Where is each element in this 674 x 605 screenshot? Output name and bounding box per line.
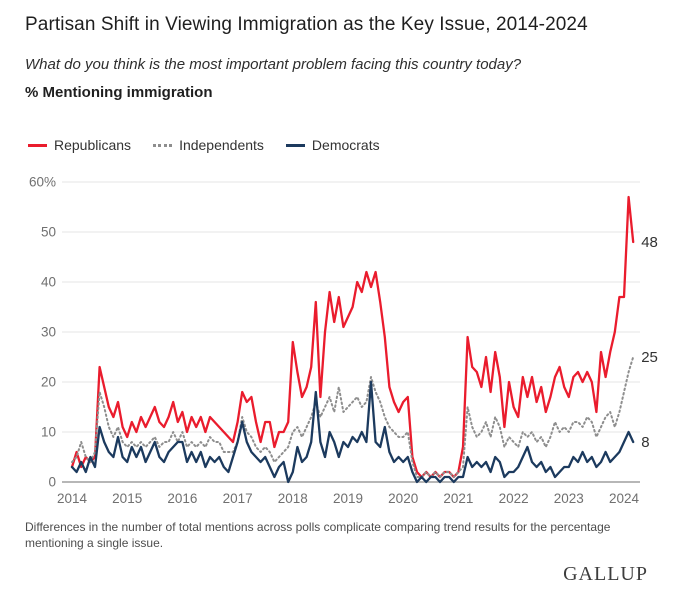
footnote: Differences in the number of total mentions across polls complicate comparing trend results for the percentage mentioning a single issue. [25,520,611,551]
y-tick-label: 30 [40,324,56,340]
end-value-label-republicans: 48 [641,234,658,251]
y-tick-label: 50 [40,224,56,240]
legend-label: Independents [179,137,264,153]
end-value-label-democrats: 8 [641,434,650,451]
x-tick-label: 2017 [222,491,253,506]
x-tick-label: 2023 [553,491,584,506]
y-tick-label: 40 [40,274,56,290]
y-tick-label: 20 [40,374,56,390]
x-tick-label: 2014 [56,491,88,506]
gallup-logo: GALLUP [563,563,648,585]
legend-label: Democrats [311,137,380,153]
x-tick-label: 2021 [443,491,474,506]
x-tick-label: 2019 [332,491,364,506]
x-tick-label: 2024 [608,491,640,506]
page-title: Partisan Shift in Viewing Immigration as the Key Issue, 2014-2024 [25,14,588,35]
y-tick-label: 10 [40,424,56,440]
survey-question: What do you think is the most important problem facing this country today? [25,56,522,73]
y-tick-label: 60% [28,174,56,190]
legend-label: Republicans [54,137,132,153]
series-line-republicans [72,197,633,477]
x-tick-label: 2020 [388,491,419,506]
x-tick-label: 2016 [167,491,198,506]
x-tick-label: 2018 [277,491,308,506]
end-value-label-independents: 25 [641,349,658,366]
series-line-independents [72,357,633,477]
x-tick-label: 2022 [498,491,529,506]
y-tick-label: 0 [48,474,56,490]
x-tick-label: 2015 [112,491,143,506]
metric-label: % Mentioning immigration [25,84,213,101]
